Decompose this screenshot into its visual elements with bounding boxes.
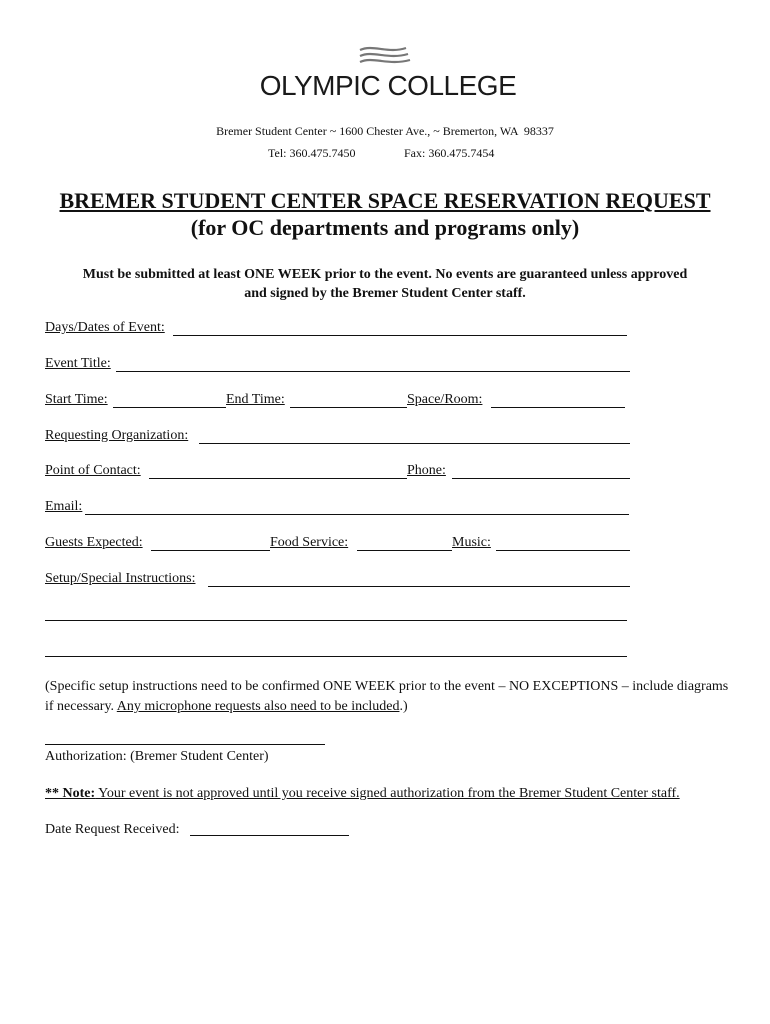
logo-text: OLYMPIC COLLEGE [259,70,517,101]
email-label: Email: [45,499,83,514]
days-dates-field[interactable] [173,335,627,336]
setup-instructions-line-3[interactable] [45,656,627,657]
space-room-field[interactable] [491,407,625,408]
start-time-label: Start Time: [45,392,108,407]
phone-field[interactable] [452,478,630,479]
event-title-label: Event Title: [45,356,111,371]
days-dates-label: Days/Dates of Event: [45,320,165,335]
point-of-contact-label: Point of Contact: [45,463,141,478]
point-of-contact-field[interactable] [149,478,407,479]
authorization-label: Authorization: (Bremer Student Center) [45,749,269,764]
start-time-field[interactable] [113,407,226,408]
requesting-org-label: Requesting Organization: [45,428,189,443]
guests-expected-label: Guests Expected: [45,535,143,550]
approval-note [45,784,735,804]
address-line: Bremer Student Center ~ 1600 Chester Ave., ~ Bremerton, WA 98337 [216,124,554,138]
requesting-org-field[interactable] [199,443,630,444]
notice-line-2: and signed by the Bremer Student Center staff. [244,286,526,301]
form-subtitle: (for OC departments and programs only) [190,215,580,240]
olympic-college-logo [258,42,518,104]
food-service-field[interactable] [357,550,452,551]
form-title: BREMER STUDENT CENTER SPACE RESERVATION REQUEST [59,188,711,213]
email-field[interactable] [85,514,629,515]
microphone-note: Any microphone requests also need to be included [116,699,400,714]
setup-instructions-field[interactable] [208,586,630,587]
setup-note [45,677,735,717]
fax-text: Fax: 360.475.7454 [404,146,495,160]
end-time-label: End Time: [226,392,285,407]
space-room-label: Space/Room: [407,392,483,407]
tel-text: Tel: 360.475.7450 [268,146,356,160]
phone-label: Phone: [407,463,446,478]
setup-note-text: (Specific setup instructions need to be confirmed ONE WEEK prior to the event – NO EXCEPTIONS – include diagrams if necessary. [45,679,729,714]
setup-instructions-line-2[interactable] [45,620,627,621]
end-time-field[interactable] [290,407,407,408]
date-received-field[interactable] [190,835,349,836]
setup-note-end: .) [399,699,408,714]
authorization-signature-line[interactable] [45,744,325,745]
music-label: Music: [452,535,491,550]
event-title-field[interactable] [116,371,630,372]
music-field[interactable] [496,550,630,551]
setup-instructions-label: Setup/Special Instructions: [45,571,196,586]
guests-expected-field[interactable] [151,550,270,551]
note-text: Your event is not approved until you receive signed authorization from the Bremer Student Center staff. [95,786,680,801]
date-received-label: Date Request Received: [45,822,180,837]
notice-line-1: Must be submitted at least ONE WEEK prior to the event. No events are guaranteed unless approved [82,267,688,282]
wave-logo-icon [358,44,418,66]
food-service-label: Food Service: [270,535,349,550]
note-prefix: ** Note: [45,786,96,801]
